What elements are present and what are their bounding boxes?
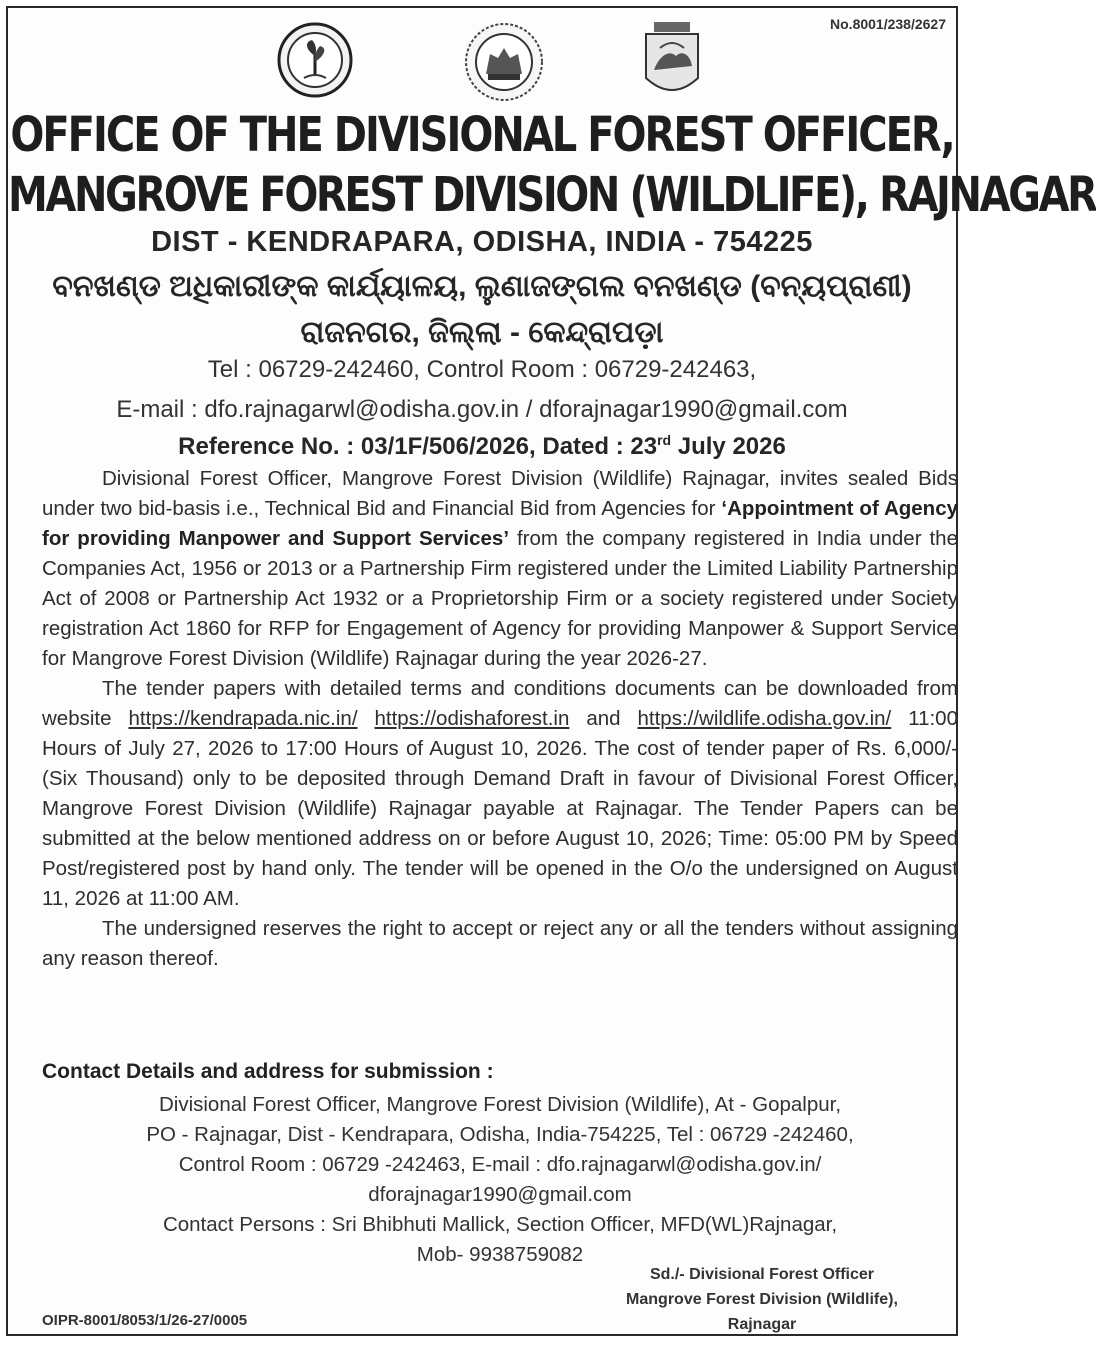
reference-prefix: Reference No. : 03/1F/506/2026, Dated : 23 (178, 433, 658, 460)
odisha-state-emblem-icon (462, 20, 546, 104)
kendrapada-website-link[interactable]: https://kendrapada.nic.in/ (128, 707, 358, 730)
contact-line: PO - Rajnagar, Dist - Kendrapara, Odisha, India-754225, Tel : 06729 -242460, (146, 1123, 854, 1146)
paragraph-invitation (42, 464, 958, 674)
contact-details (42, 1090, 958, 1270)
contact-line: Contact Persons : Sri Bhibhuti Mallick, Section Officer, MFD(WL)Rajnagar, (162, 1213, 838, 1236)
contact-heading: Contact Details and address for submission : (42, 1060, 494, 1083)
conjunction: and (569, 707, 638, 730)
signature-block (582, 1262, 942, 1337)
paragraph-text: 11:00 Hours of July 27, 2026 to 17:00 Hours of August 10, 2026. The cost of tender paper of Rs. 6,000/- (Six Thousand) only to be deposited through Demand Draft in favour of Divisional Forest Officer, Mangrove Forest Division (Wildlife) Rajnagar payable at Rajnagar. The Tender Papers can be submitted at the below mentioned address on or before August 10, 2026; Time: 05:00 PM by Speed Post/registered post by hand only. The tender will be opened in the O/o the undersigned on August 11, 2026 at 11:00 AM. (42, 707, 958, 910)
paragraph-reservation: The undersigned reserves the right to accept or reject any or all the tenders without assigning any reason thereof. (42, 917, 958, 970)
paragraph-text: The tender papers with detailed terms and conditions documents can be downloaded from website (42, 677, 958, 730)
odia-title-line-1: ବନଖଣ୍ଡ ଅଧିକାରୀଙ୍କ କାର୍ଯ୍ୟାଳୟ, ଲୁଣାଜଙ୍ଗଲ ବନଖଣ୍ଡ (ବନ୍ୟପ୍ରାଣୀ) (52, 270, 912, 303)
contact-line: Divisional Forest Officer, Mangrove Forest Division (Wildlife), At - Gopalpur, (158, 1093, 842, 1116)
paragraph-text: from the company registered in India under the Companies Act, 1956 or 2013 or a Partnership Firm registered under the Limited Liability Partnership Act of 2008 or Partnership Act 1932 or a Proprietorship Firm or a society registered under Society registration Act 1860 for RFP for Engagement of Agency for providing Manpower & Support Service for Mangrove Forest Division (Wildlife) Rajnagar during the year 2026-27. (42, 527, 958, 670)
odia-title-line-2: ରାଜନଗର, ଜିଲ୍ଲା - କେନ୍ଦ୍ରାପଡ଼ା (300, 316, 664, 349)
reference-month-year: July 2026 (671, 433, 786, 460)
contact-line: dforajnagar1990@gmail.com (368, 1183, 632, 1206)
odishaforest-website-link[interactable]: https://odishaforest.in (374, 707, 570, 730)
tender-notice (6, 6, 1096, 1336)
logo-row (8, 20, 956, 104)
forest-dept-emblem-icon (276, 20, 354, 100)
tender-subject: ‘Appointment of Agency for providing Manpower and Support Services’ (42, 497, 958, 550)
paragraph-tender-papers (42, 674, 958, 914)
notice-body (42, 464, 958, 974)
notice-number: No.8001/238/2627 (830, 16, 946, 32)
wildlife-crest-icon (640, 20, 704, 104)
contact-line: Mob- 9938759082 (416, 1243, 584, 1266)
email-line: E-mail : dfo.rajnagarwl@odisha.gov.in / dforajnagar1990@gmail.com (116, 396, 848, 423)
oipr-number: OIPR-8001/8053/1/26-27/0005 (42, 1312, 248, 1329)
reference-date-suffix: rd (657, 432, 672, 448)
paragraph-text: Divisional Forest Officer, Mangrove Forest Division (Wildlife) Rajnagar, invites sealed Bids under two bid-basis i.e., Technical Bid and Financial Bid from Agencies for (42, 467, 958, 520)
signature-line: Rajnagar (727, 1316, 797, 1333)
contact-line: Control Room : 06729 -242463, E-mail : dfo.rajnagarwl@odisha.gov.in/ (178, 1153, 822, 1176)
wildlife-website-link[interactable]: https://wildlife.odisha.gov.in/ (637, 707, 892, 730)
signature-line: Mangrove Forest Division (Wildlife), (626, 1291, 898, 1308)
division-title: MANGROVE FOREST DIVISION (WILDLIFE), RAJNAGAR (8, 168, 1096, 224)
office-title: OFFICE OF THE DIVISIONAL FOREST OFFICER, (10, 108, 954, 164)
telephone-line: Tel : 06729-242460, Control Room : 06729-242463, (207, 356, 757, 383)
signature-line: Sd./- Divisional Forest Officer (649, 1266, 875, 1283)
separator (358, 707, 375, 730)
district-line: DIST - KENDRAPARA, ODISHA, INDIA - 754225 (151, 226, 813, 258)
reference-line (8, 432, 956, 461)
